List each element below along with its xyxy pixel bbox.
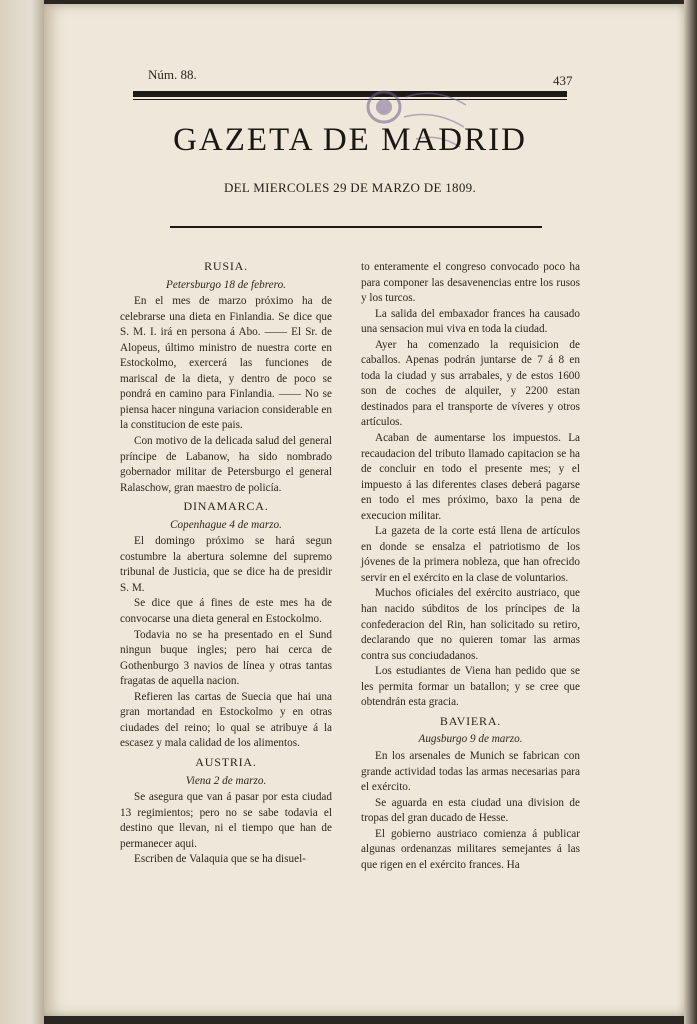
page-number: 437 [553,73,573,88]
paragraph: Acaban de aumentarse los impuestos. La recaudacion del tributo llamado capitacion se ha de concluir en todo el presente mes; y el impuesto á las diferentes clases deberá pagarse en todo el mes próximo, baxo la pena de execucion militar. [361,432,580,522]
section-heading-dinamarca: DINAMARCA. [183,499,269,514]
paragraph: Con motivo de la delicada salud del general príncipe de Labanow, ha sido nombrado gobernador militar de Petersburgo el general Ralaschow, gran maestro de policía. [120,435,332,494]
paragraph: Ayer ha comenzado la requisicion de caballos. Apenas podrán juntarse de 7 á 8 en toda la ciudad y sus arrabales, y de estos 1600 son de coches de alquiler, y 2200 estan destinados para el transporte de víveres y otros artículos. [361,338,580,429]
paragraph: En el mes de marzo próximo ha de celebrarse una dieta en Finlandia. Se dice que S. M. I. irá en persona á Abo. —— El Sr. de Alopeus, último ministro de nuestra corte en Estockolmo, exercerá las funciones de mariscal de la dieta, y dentro de poco se pondrá en camino para Finlandia. —— No se piensa hacer ninguna variacion considerable en la constitucion de este pais. [120,295,332,432]
section-heading-austria: AUSTRIA. [195,754,257,769]
section-heading-baviera: BAVIERA. [439,713,502,728]
issue-date: DEL MIERCOLES 29 DE MARZO DE 1809. [223,180,476,195]
right-column [361,260,580,873]
paragraph: Escriben de Valaquia que se ha disuel- [134,853,306,866]
issue-number: Núm. 88. [148,67,197,82]
book-edge [684,0,697,1024]
paragraph: El gobierno austriaco comienza á publicar algunas ordenanzas militares semejantes á las que rigen en el exército frances. Ha [361,827,580,871]
dateline-viena: Viena 2 de marzo. [185,774,267,787]
previous-page-edge [0,0,44,1024]
dateline-petersburgo: Petersburgo 18 de febrero. [166,278,286,291]
section-heading-rusia: RUSIA. [204,259,248,273]
paragraph: Todavia no se ha presentado en el Sund ningun buque ingles; pero hai cerca de Gothenburgo 3 navios de línea y otras tantas fragatas de aquella nacion. [120,628,332,688]
paragraph: Se aguarda en esta ciudad una division de tropas del gran ducado de Hesse. [361,796,580,825]
paragraph: Refieren las cartas de Suecia que hai una gran mortandad en Estockolmo y en otras ciudades del reino; lo qual se atribuye á la escasez y mala calidad de los alimentos. [120,690,332,750]
dateline-copenhague: Copenhague 4 de marzo. [170,518,282,531]
paragraph: to enteramente el congreso convocado poco ha para componer las desavenencias entre los rusos y los turcos. [361,261,580,305]
paragraph: La gazeta de la corte está llena de artículos en donde se ensalza el patriotismo de los jóvenes de la primera nobleza, que han ofrecido servir en el exército en la clase de voluntarios. [361,525,580,584]
paragraph: Los estudiantes de Viena han pedido que se les permita formar un batallon; y se cree que obtendrán esta gracia. [361,665,580,709]
paragraph: Se asegura que van á pasar por esta ciudad 13 regimientos; pero no se sabe todavia el destino que llevan, ni el tiempo que han de permanecer aqui. [120,791,332,850]
top-rule [133,91,567,97]
left-column [120,256,332,868]
newspaper-title: GAZETA DE MADRID [173,122,527,158]
paragraph: En los arsenales de Munich se fabrican con grande actividad todas las armas necesarias para el exército. [361,749,580,794]
title-rule [170,226,542,228]
paragraph: Muchos oficiales del exército austriaco, que han nacido súbditos de los príncipes de la confederacion del Rin, han solicitado su retiro, declarando que no quieren tomar las armas contra sus conciudadanos. [361,587,580,662]
paragraph: El domingo próximo se hará segun costumbre la abertura solemne del supremo tribunal de Justicia, que se dice ha de presidir S. M. [120,535,332,594]
paragraph: La salida del embaxador frances ha causado una sensacion mui viva en toda la ciudad. [361,307,580,336]
paragraph: Se dice que á fines de este mes ha de convocarse una dieta general en Estockolmo. [120,597,332,626]
top-rule-thin [133,99,567,100]
dateline-augsburgo: Augsburgo 9 de marzo. [418,733,523,746]
